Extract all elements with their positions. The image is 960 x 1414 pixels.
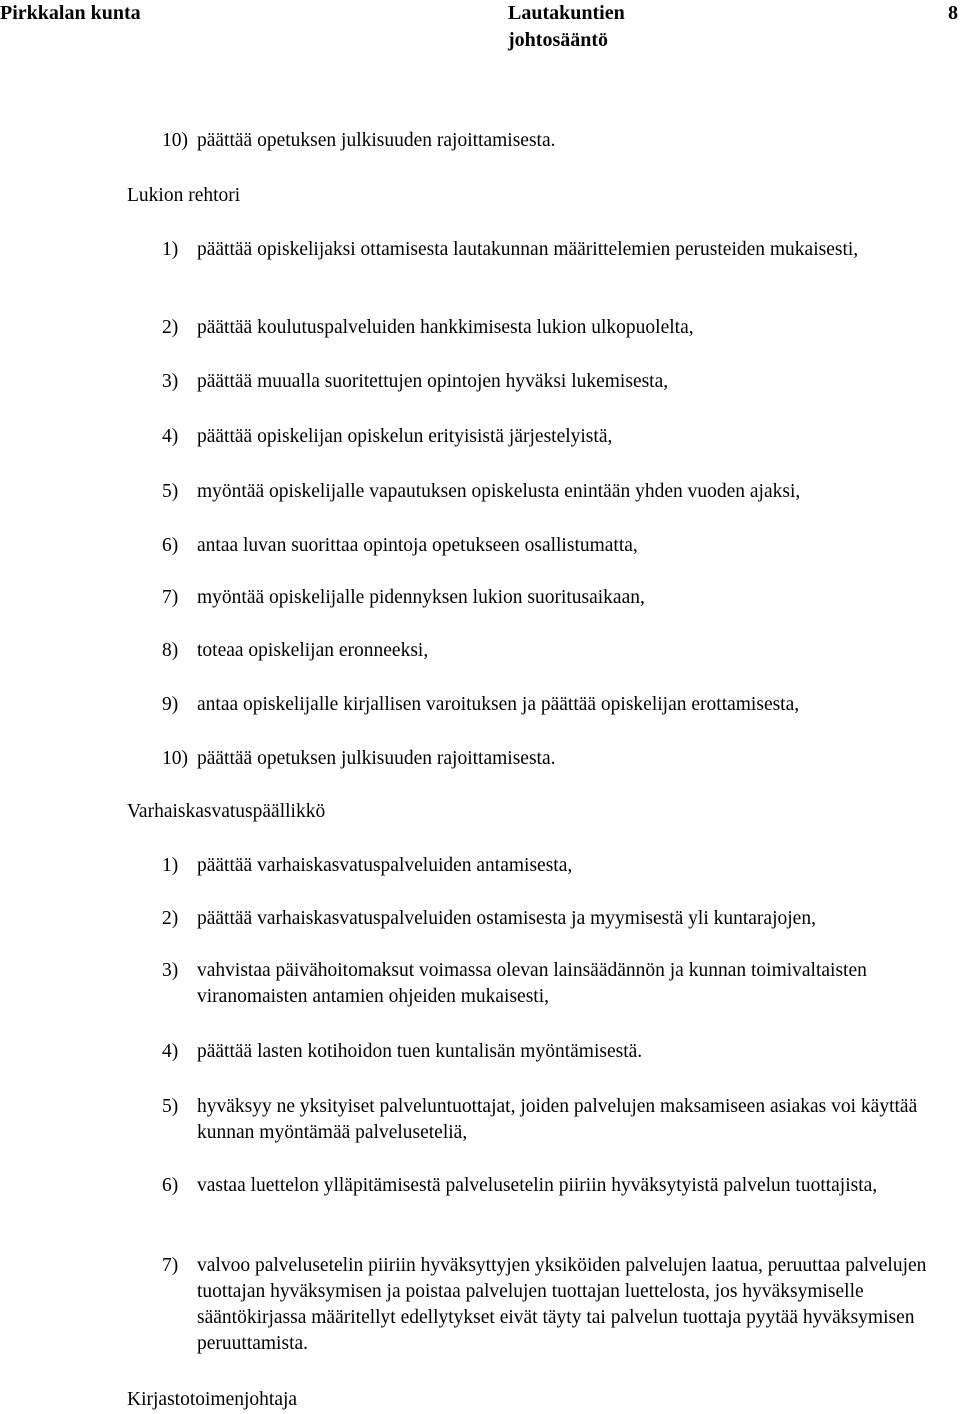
item-number: 5) bbox=[162, 481, 179, 502]
section-heading-lukion-rehtori: Lukion rehtori bbox=[127, 185, 241, 206]
item-text: vahvistaa päivähoitomaksut voimassa olevan lainsäädännön ja kunnan toimivaltaisten viranomaisten antamien ohjeiden mukaisesti, bbox=[197, 960, 867, 1007]
list-item bbox=[162, 585, 952, 611]
item-text: päättää muualla suoritettujen opintojen hyväksi lukemisesta, bbox=[197, 371, 669, 392]
list-item bbox=[162, 853, 952, 879]
header-document-title bbox=[508, 0, 625, 54]
list-item bbox=[162, 424, 952, 450]
list-item bbox=[162, 906, 952, 932]
item-number: 2) bbox=[162, 908, 179, 929]
list-item bbox=[162, 237, 952, 263]
item-number: 6) bbox=[162, 535, 179, 556]
list-item bbox=[162, 1094, 952, 1146]
list-item bbox=[162, 533, 952, 559]
item-number: 4) bbox=[162, 1041, 179, 1062]
item-number: 7) bbox=[162, 587, 179, 608]
item-number: 3) bbox=[162, 960, 179, 981]
item-text: myöntää opiskelijalle pidennyksen lukion suoritusaikaan, bbox=[197, 587, 645, 608]
list-item-prev-10 bbox=[162, 128, 952, 154]
item-text: päättää lasten kotihoidon tuen kuntalisän myöntämisestä. bbox=[197, 1041, 643, 1062]
item-number: 5) bbox=[162, 1096, 179, 1117]
header-title-line1: Lautakuntien bbox=[508, 2, 625, 24]
item-text: päättää opetuksen julkisuuden rajoittamisesta. bbox=[197, 748, 556, 769]
item-number: 2) bbox=[162, 317, 179, 338]
item-number: 4) bbox=[162, 426, 179, 447]
list-item bbox=[162, 315, 952, 341]
item-number: 1) bbox=[162, 239, 179, 260]
item-text: vastaa luettelon ylläpitämisestä palvelusetelin piiriin hyväksytyistä palvelun tuottajista, bbox=[197, 1175, 878, 1196]
item-text: päättää opiskelijan opiskelun erityisistä järjestelyistä, bbox=[197, 426, 613, 447]
item-number: 3) bbox=[162, 371, 179, 392]
item-number: 8) bbox=[162, 640, 179, 661]
item-number: 9) bbox=[162, 694, 179, 715]
item-number: 6) bbox=[162, 1175, 179, 1196]
item-number: 10) bbox=[162, 130, 188, 151]
list-item bbox=[162, 692, 952, 718]
item-text: toteaa opiskelijan eronneeksi, bbox=[197, 640, 429, 661]
item-text: antaa luvan suorittaa opintoja opetukseen osallistumatta, bbox=[197, 535, 638, 556]
list-item bbox=[162, 958, 952, 1010]
list-item bbox=[162, 479, 952, 505]
item-number: 7) bbox=[162, 1255, 179, 1276]
list-item bbox=[162, 638, 952, 664]
list-item bbox=[162, 1039, 952, 1065]
list-item bbox=[162, 369, 952, 395]
item-number: 10) bbox=[162, 748, 188, 769]
item-text: päättää opiskelijaksi ottamisesta lautakunnan määrittelemien perusteiden mukaisesti, bbox=[197, 239, 859, 260]
header-municipality: Pirkkalan kunta bbox=[0, 2, 141, 24]
item-text: valvoo palvelusetelin piiriin hyväksyttyjen yksiköiden palvelujen laatua, peruuttaa palvelujen tuottajan hyväksymisen ja poistaa palvelujen tuottajan luettelosta, jos hyväksymiselle sääntökirjassa määritellyt edellytykset eivät täyty tai palvelun tuottaja pyytää hyväksymisen peruuttamista. bbox=[197, 1255, 927, 1354]
list-item bbox=[162, 1173, 952, 1199]
header-title-line2: johtosääntö bbox=[508, 29, 609, 51]
item-text: päättää opetuksen julkisuuden rajoittamisesta. bbox=[197, 130, 556, 151]
list-item bbox=[162, 746, 952, 772]
item-text: hyväksyy ne yksityiset palveluntuottajat, joiden palvelujen maksamiseen asiakas voi käyttää kunnan myöntämää palveluseteliä, bbox=[197, 1096, 918, 1143]
item-number: 1) bbox=[162, 855, 179, 876]
page-number: 8 bbox=[948, 2, 958, 24]
section-heading-varhaiskasvatuspaallikko: Varhaiskasvatuspäällikkö bbox=[127, 801, 326, 822]
item-text: päättää varhaiskasvatuspalveluiden ostamisesta ja myymisestä yli kuntarajojen, bbox=[197, 908, 816, 929]
section-heading-kirjastotoimenjohtaja: Kirjastotoimenjohtaja bbox=[127, 1389, 298, 1410]
list-item bbox=[162, 1253, 952, 1357]
item-text: myöntää opiskelijalle vapautuksen opiskelusta enintään yhden vuoden ajaksi, bbox=[197, 481, 801, 502]
item-text: päättää varhaiskasvatuspalveluiden antamisesta, bbox=[197, 855, 573, 876]
item-text: päättää koulutuspalveluiden hankkimisesta lukion ulkopuolelta, bbox=[197, 317, 694, 338]
item-text: antaa opiskelijalle kirjallisen varoituksen ja päättää opiskelijan erottamisesta, bbox=[197, 694, 800, 715]
